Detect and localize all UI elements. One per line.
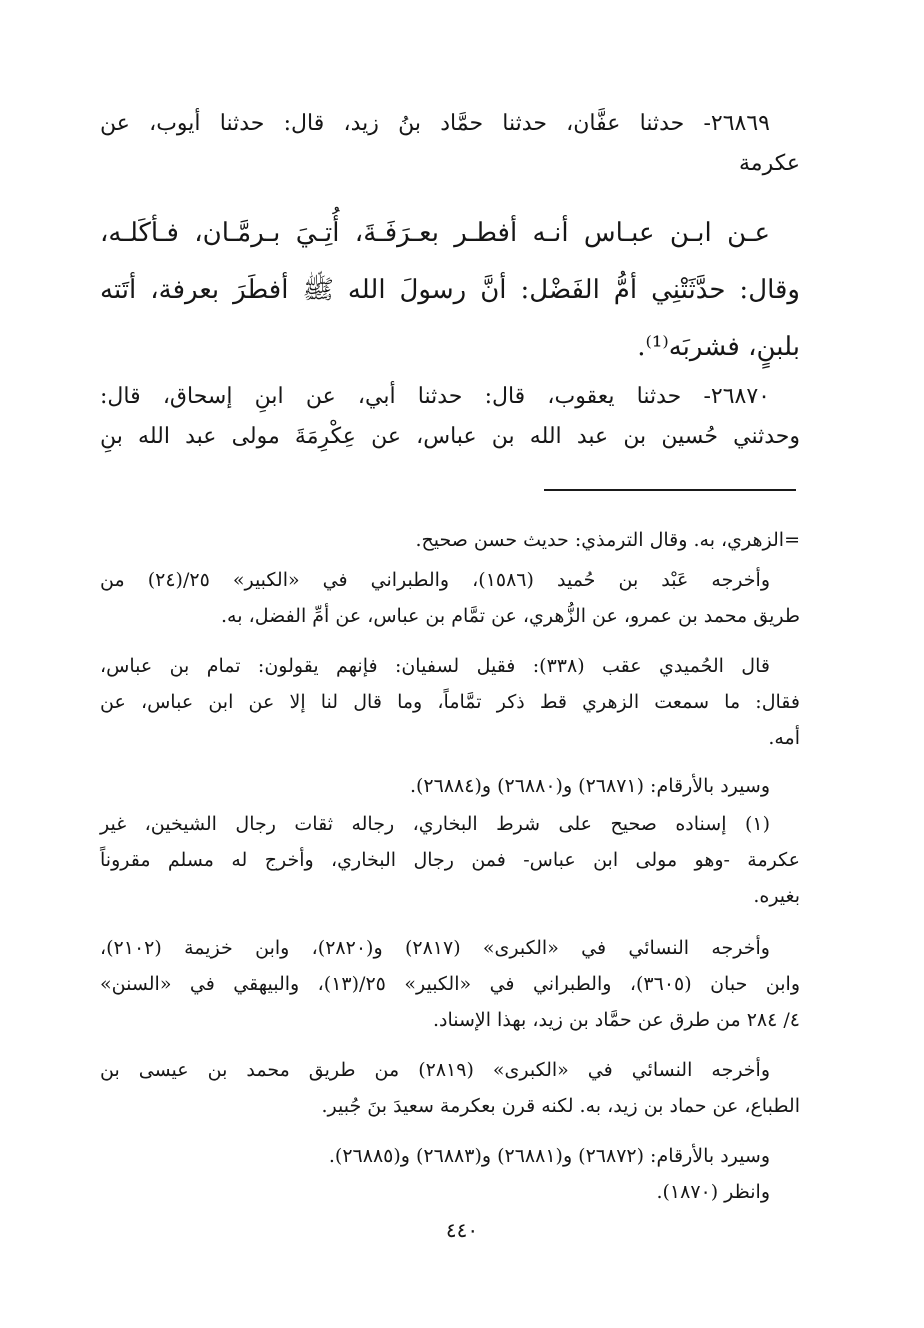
- hadith-26869-matn: [100, 205, 800, 376]
- footnote-line: وأخرجه النسائي في «الكبرى» (٢٨١٩) من طريق محمد بن عيسى بن: [100, 1059, 771, 1081]
- hadith-26869: [100, 104, 800, 184]
- footnote-line: الطباع، عن حماد بن زيد، به. لكنه قرن بعكرمة سعيدَ بنَ جُبير.: [321, 1095, 800, 1117]
- hadith-26869-line-2: عكرمة: [739, 151, 800, 176]
- footnote-line: =الزهري، به. وقال الترمذي: حديث حسن صحيح.: [415, 529, 800, 551]
- footnote-paragraph: [100, 768, 800, 804]
- hadith-26870-line-1: ٢٦٨٧٠- حدثنا يعقوب، قال: حدثنا أبي، عن ابنِ إسحاق، قال:: [100, 384, 770, 409]
- page-number: ٤٤٠: [445, 1218, 479, 1242]
- footnote-line: قال الحُميدي عقب (٣٣٨): فقيل لسفيان: فإنهم يقولون: تمام بن عباس،: [100, 655, 770, 677]
- footnote-line: عكرمة -وهو مولى ابن عباس- فمن رجال البخاري، وأخرج له مسلم مقروناً: [100, 849, 800, 871]
- footnote-paragraph: [100, 1052, 800, 1124]
- footnote-line: بغيره.: [753, 885, 800, 907]
- matn-line-3: بلبنٍ، فشربَه⁽¹⁾.: [637, 332, 800, 362]
- footnote-paragraph: [100, 1138, 800, 1174]
- footnote-continuation: [100, 522, 800, 558]
- footnote-line: ٤/ ٢٨٤ من طرق عن حمَّاد بن زيد، بهذا الإسناد.: [432, 1009, 800, 1031]
- footnote-line: وانظر (١٨٧٠).: [656, 1181, 770, 1203]
- footnote-line: طريق محمد بن عمرو، عن الزُّهري، عن تمَّام بن عباس، عن أمِّ الفضل، به.: [221, 605, 800, 627]
- hadith-26869-line-1: ٢٦٨٦٩- حدثنا عفَّان، حدثنا حمَّاد بنُ زيد، قال: حدثنا أيوب، عن: [100, 111, 770, 136]
- footnote-1: [100, 806, 800, 914]
- footnote-line: فقال: ما سمعت الزهري قط ذكر تمَّاماً، وما قال لنا إلا عن ابن عباس، عن: [100, 691, 800, 713]
- matn-line-2: وقال: حدَّثَتْنِي أمُّ الفَضْل: أنَّ رسولَ الله ﷺ أفطَرَ بعرفة، أتَته: [100, 275, 800, 305]
- footnote-paragraph: [100, 930, 800, 1038]
- footnote-separator: [544, 489, 796, 491]
- footnote-line: وأخرجه النسائي في «الكبرى» (٢٨١٧) و(٢٨٢٠)، وابن خزيمة (٢١٠٢)،: [100, 937, 770, 959]
- footnote-line: (١) إسناده صحيح على شرط البخاري، رجاله ثقات رجال الشيخين، غير: [100, 813, 770, 835]
- footnote-paragraph: [100, 1174, 800, 1210]
- footnote-line: وسيرد بالأرقام: (٢٦٨٧١) و(٢٦٨٨٠) و(٢٦٨٨٤).: [409, 775, 770, 797]
- footnote-line: وأخرجه عَبْد بن حُميد (١٥٨٦)، والطبراني في «الكبير» ٢٥/(٢٤) من: [100, 569, 770, 591]
- footnote-line: أمه.: [768, 727, 800, 749]
- footnote-line: وابن حبان (٣٦٠٥)، والطبراني في «الكبير» ٢٥/(١٣)، والبيهقي في «السنن»: [100, 973, 800, 995]
- hadith-26870: [100, 377, 800, 457]
- footnote-line: وسيرد بالأرقام: (٢٦٨٧٢) و(٢٦٨٨١) و(٢٦٨٨٣) و(٢٦٨٨٥).: [328, 1145, 770, 1167]
- footnote-paragraph: [100, 562, 800, 634]
- footnote-paragraph: [100, 648, 800, 756]
- hadith-26870-line-2: وحدثني حُسين بن عبد الله بن عباس، عن عِكْرِمَةَ مولى عبد الله بنِ: [100, 424, 800, 449]
- matn-line-1: عـن ابـن عبـاس أنـه أفطـر بعـرَفَـةَ، أُتِـيَ بـرمَّـان، فـأكَلـه،: [100, 218, 770, 248]
